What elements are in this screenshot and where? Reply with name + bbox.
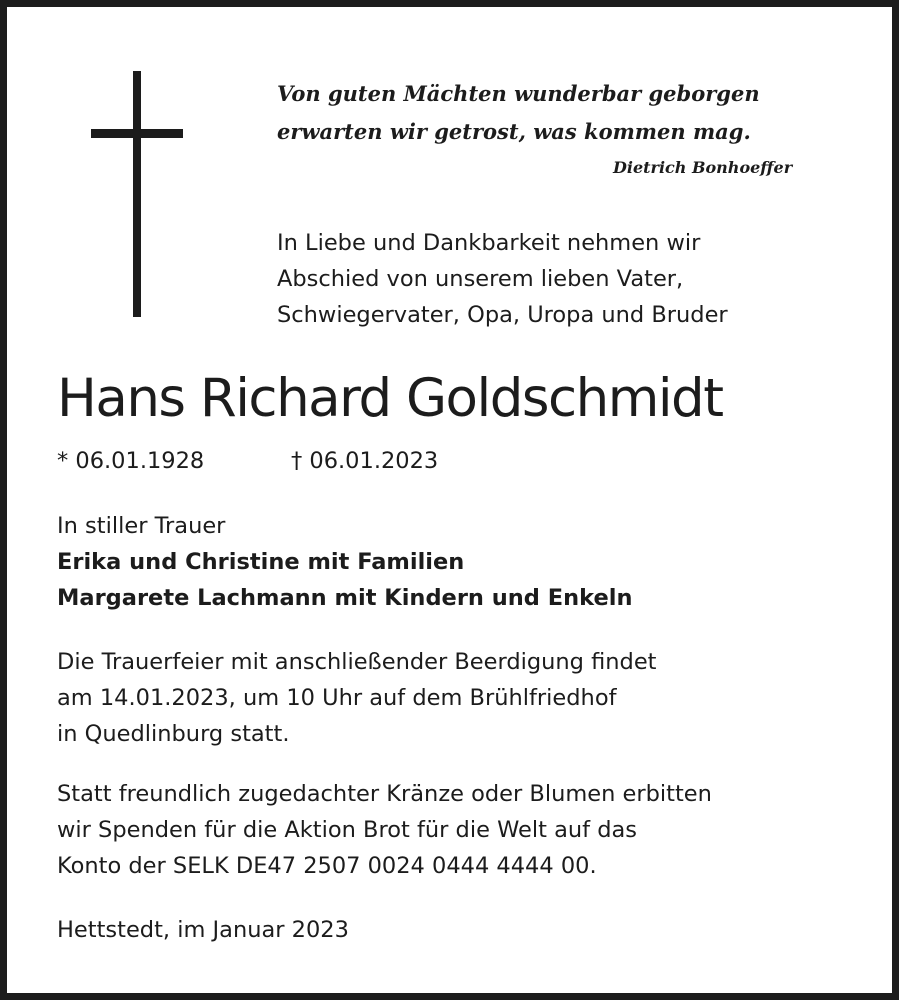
mourner-name: Margarete Lachmann mit Kindern und Enkeln xyxy=(57,585,633,611)
intro-line: Schwiegervater, Opa, Uropa und Bruder xyxy=(277,302,728,328)
cross-vertical-bar xyxy=(133,71,141,317)
deceased-name: Hans Richard Goldschmidt xyxy=(57,368,723,429)
donation-line: Statt freundlich zugedachter Kränze oder Blumen erbitten xyxy=(57,781,712,807)
mourners-block xyxy=(57,508,632,616)
mourners-intro: In stiller Trauer xyxy=(57,513,226,539)
death-date: † 06.01.2023 xyxy=(291,448,439,474)
funeral-line: am 14.01.2023, um 10 Uhr auf dem Brühlfriedhof xyxy=(57,685,617,711)
quote-line: Von guten Mächten wunderbar geborgen xyxy=(277,81,760,106)
funeral-info xyxy=(57,644,656,752)
funeral-line: in Quedlinburg statt. xyxy=(57,721,290,747)
donation-info xyxy=(57,776,712,884)
donation-line: Konto der SELK DE47 2507 0024 0444 4444 00. xyxy=(57,853,597,879)
bible-quote xyxy=(277,75,760,151)
mourner-name: Erika und Christine mit Familien xyxy=(57,549,465,575)
donation-line: wir Spenden für die Aktion Brot für die Welt auf das xyxy=(57,817,638,843)
intro-line: In Liebe und Dankbarkeit nehmen wir xyxy=(277,230,701,256)
intro-line: Abschied von unserem lieben Vater, xyxy=(277,266,684,292)
quote-author: Dietrich Bonhoeffer xyxy=(613,158,793,177)
quote-line: erwarten wir getrost, was kommen mag. xyxy=(277,119,751,144)
cross-horizontal-bar xyxy=(91,129,183,138)
intro-text xyxy=(277,225,728,333)
place-and-date: Hettstedt, im Januar 2023 xyxy=(57,917,349,943)
birth-date: * 06.01.1928 xyxy=(57,448,205,474)
funeral-line: Die Trauerfeier mit anschließender Beerdigung findet xyxy=(57,649,657,675)
